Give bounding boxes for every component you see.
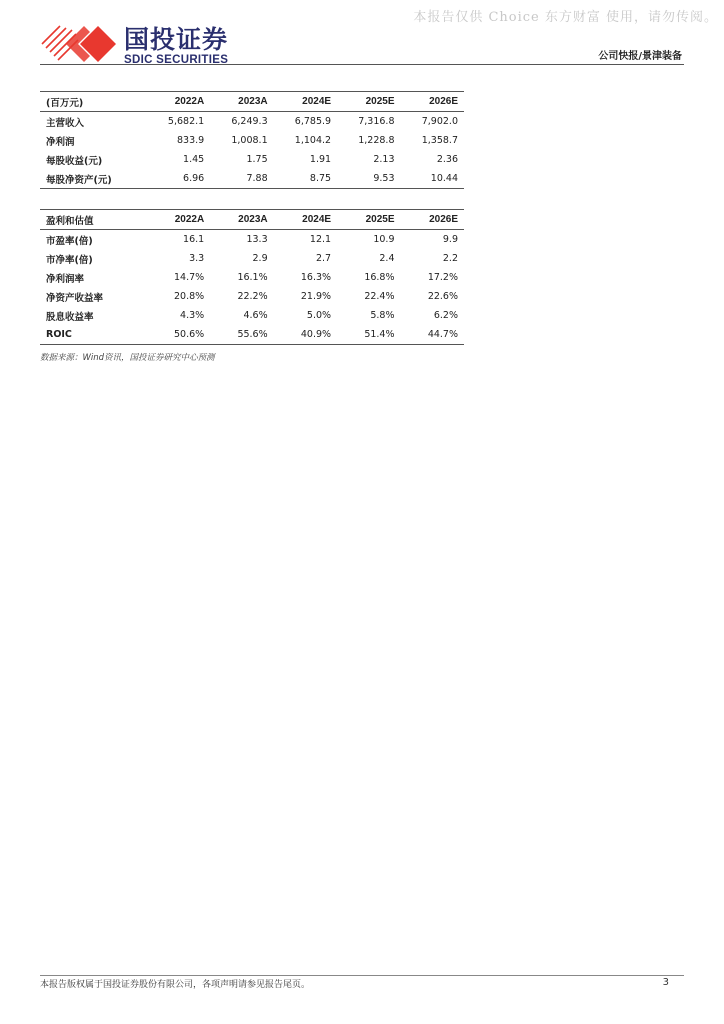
header-cell: 2025E <box>337 210 400 230</box>
table-cell: 22.6% <box>427 291 458 302</box>
row-label: 每股收益(元) <box>46 155 103 167</box>
data-source-note: 数据来源：Wind资讯，国投证券研究中心预测 <box>40 353 215 363</box>
logo-chinese-name: 国投证券 <box>124 25 229 54</box>
header-cell: 2023A <box>210 92 273 112</box>
table-cell: 1.75 <box>246 154 268 165</box>
table-row <box>40 112 464 132</box>
header-cell: 盈利和估值 <box>40 210 147 230</box>
row-label: 股息收益率 <box>46 311 94 323</box>
table-cell: 1,358.7 <box>421 135 458 146</box>
table-cell: 16.3% <box>300 272 332 283</box>
table-cell: 5.8% <box>370 310 395 321</box>
table-row <box>40 230 464 250</box>
table-cell: 20.8% <box>174 291 205 302</box>
header-cell: (百万元) <box>40 92 147 112</box>
table-row <box>40 150 464 169</box>
table-cell: 1,008.1 <box>231 135 268 146</box>
table-cell: 13.3 <box>246 234 268 245</box>
table-cell: 17.2% <box>427 272 458 283</box>
table-cell: 2.36 <box>436 154 458 165</box>
table-cell: 6,785.9 <box>294 116 332 127</box>
footer-divider <box>40 975 684 976</box>
table-cell: 21.9% <box>300 291 332 302</box>
table-row <box>40 268 464 287</box>
header-divider <box>40 64 684 65</box>
table-cell: 22.4% <box>364 291 395 302</box>
table-cell: 1.45 <box>183 154 205 165</box>
row-label: 市盈率(倍) <box>46 235 93 247</box>
table-cell: 2.13 <box>373 154 395 165</box>
table-cell: 16.8% <box>364 272 395 283</box>
table-cell: 9.53 <box>337 169 400 189</box>
row-label: 净利润率 <box>46 273 85 285</box>
table-cell: 55.6% <box>210 325 273 345</box>
table-cell: 22.2% <box>237 291 268 302</box>
diamond-logo-icon <box>40 24 116 64</box>
row-label: 主营收入 <box>46 117 85 129</box>
row-label: 每股净资产(元) <box>40 169 147 189</box>
table-cell: 44.7% <box>401 325 465 345</box>
table-cell: 7.88 <box>210 169 273 189</box>
table-cell: 1.91 <box>309 154 332 165</box>
table-cell: 6,249.3 <box>231 116 268 127</box>
table-header-row <box>40 92 464 112</box>
table-cell: 4.3% <box>180 310 205 321</box>
table-cell: 1,228.8 <box>358 135 395 146</box>
table-cell: 12.1 <box>309 234 332 245</box>
table-cell: 2.4 <box>379 253 395 264</box>
row-label: 市净率(倍) <box>46 254 93 266</box>
header-cell: 2023A <box>210 210 273 230</box>
header-cell: 2025E <box>337 92 400 112</box>
table-cell: 5.0% <box>306 310 332 321</box>
table-cell: 1,104.2 <box>294 135 332 146</box>
table-cell: 3.3 <box>189 253 205 264</box>
table-cell: 16.1% <box>237 272 268 283</box>
table-row <box>40 325 464 345</box>
row-label: 净资产收益率 <box>46 292 104 304</box>
report-category: 公司快报/景津装备 <box>598 51 682 62</box>
row-label: ROIC <box>40 325 147 345</box>
table-row <box>40 306 464 325</box>
financial-summary-table <box>40 91 464 189</box>
table-cell: 40.9% <box>274 325 337 345</box>
table-cell: 833.9 <box>176 135 205 146</box>
table-cell: 2.7 <box>315 253 332 264</box>
header-cell: 2022A <box>147 92 210 112</box>
table-cell: 2.2 <box>442 253 458 264</box>
table-cell: 7,316.8 <box>358 116 395 127</box>
header-cell: 2026E <box>401 210 465 230</box>
table-header-row <box>40 210 464 230</box>
table-cell: 10.44 <box>401 169 465 189</box>
header-cell: 2024E <box>274 210 337 230</box>
row-label: 净利润 <box>46 136 75 148</box>
table-row <box>40 131 464 150</box>
table-cell: 2.9 <box>252 253 268 264</box>
table-cell: 10.9 <box>373 234 395 245</box>
table-cell: 16.1 <box>183 234 205 245</box>
company-logo <box>40 24 240 68</box>
table-row <box>40 287 464 306</box>
table-cell: 9.9 <box>442 234 458 245</box>
logo-english-name: SDIC SECURITIES <box>124 54 229 66</box>
footer-disclaimer: 本报告版权属于国投证券股份有限公司，各项声明请参见报告尾页。 <box>40 980 311 990</box>
table-row <box>40 169 464 189</box>
table-cell: 7,902.0 <box>421 116 458 127</box>
page-number: 3 <box>662 977 669 988</box>
header-cell: 2022A <box>147 210 210 230</box>
header-cell: 2026E <box>401 92 465 112</box>
header-cell: 2024E <box>274 92 337 112</box>
table-cell: 51.4% <box>337 325 400 345</box>
table-cell: 5,682.1 <box>167 116 205 127</box>
table-cell: 6.2% <box>433 310 458 321</box>
table-cell: 14.7% <box>174 272 205 283</box>
table-cell: 4.6% <box>243 310 268 321</box>
table-cell: 6.96 <box>147 169 210 189</box>
watermark: 本报告仅供 Choice 东方财富 使用，请勿传阅。 <box>413 10 718 25</box>
valuation-table <box>40 209 464 345</box>
table-cell: 8.75 <box>274 169 337 189</box>
table-row <box>40 249 464 268</box>
table-cell: 50.6% <box>147 325 210 345</box>
